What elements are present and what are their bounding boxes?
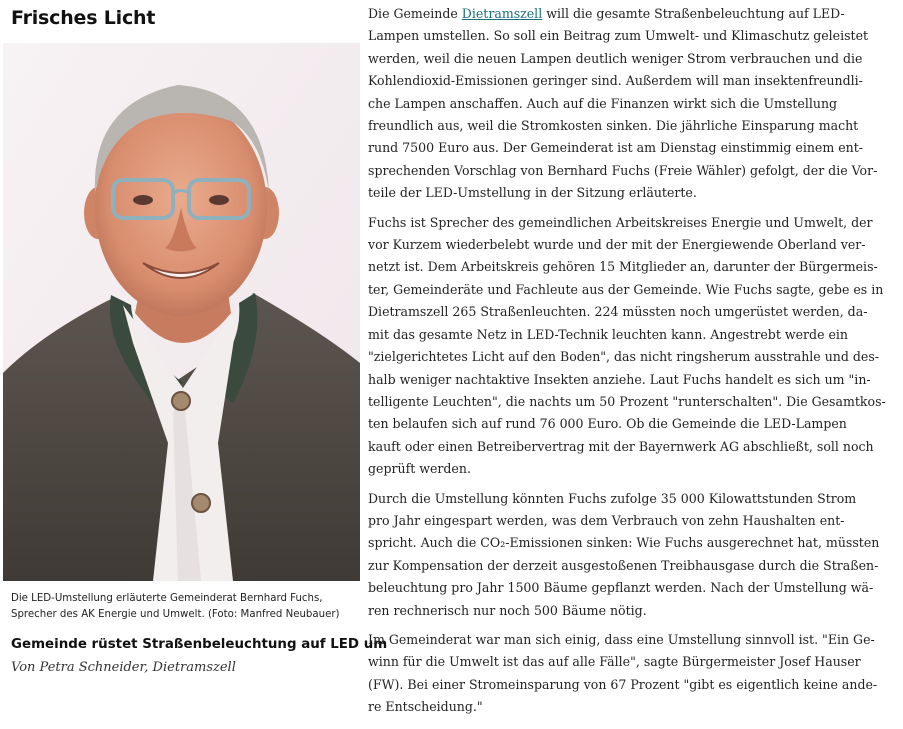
paragraph-line: che Lampen anschaffen. Auch auf die Finanzen wirkt sich die Umstellung xyxy=(368,95,838,111)
caption-line: Die LED-Umstellung erläuterte Gemeinderat Bernhard Fuchs, xyxy=(11,593,323,604)
portrait-image xyxy=(3,43,360,581)
paragraph-line: Kohlendioxid-Emissionen geringer sind. Außerdem will man insektenfreundli- xyxy=(368,73,863,89)
caption-line: Sprecher des AK Energie und Umwelt. (Foto: Manfred Neubauer) xyxy=(11,609,340,620)
article-headline: Frisches Licht xyxy=(11,7,156,29)
left-column xyxy=(0,0,388,729)
paragraph-line: pro Jahr eingespart werden, was dem Verbrauch von zehn Haushalten ent- xyxy=(368,512,845,528)
paragraph-line: (FW). Bei einer Stromeinsparung von 67 Prozent "gibt es eigentlich keine ande- xyxy=(368,676,878,692)
article-subheadline: Gemeinde rüstet Straßenbeleuchtung auf LED um xyxy=(11,637,388,652)
paragraph-line: zur Kompensation der derzeit ausgestoßenen Treibhausgase durch die Straßen- xyxy=(368,557,879,573)
paragraph-line: teile der LED-Umstellung in der Sitzung erläuterte. xyxy=(368,185,697,201)
paragraph-line: sprechenden Vorschlag von Bernhard Fuchs (Freie Wähler) gefolgt, der die Vor- xyxy=(368,162,878,178)
text-span: Die Gemeinde xyxy=(368,6,462,21)
paragraph-line: spricht. Auch die CO₂-Emissionen sinken: Wie Fuchs ausgerechnet hat, müssten xyxy=(368,535,880,551)
text-span: will die gesamte Straßenbeleuchtung auf LED- xyxy=(542,6,845,21)
paragraph-line: werden, weil die neuen Lampen deutlich weniger Strom verbrauchen und die xyxy=(368,50,863,66)
article-byline: Von Petra Schneider, Dietramszell xyxy=(11,660,236,675)
paragraph-1 xyxy=(368,3,901,205)
paragraph-line: ten belaufen sich auf rund 76 000 Euro. Ob die Gemeinde die LED-Lampen xyxy=(368,416,847,432)
paragraph-line: beleuchtung pro Jahr 1500 Bäume gepflanzt werden. Nach der Umstellung wä- xyxy=(368,580,874,596)
paragraph-line: kauft oder einen Betreibervertrag mit der Bayernwerk AG abschließt, soll noch xyxy=(368,438,874,454)
paragraph-line: Dietramszell 265 Straßenleuchten. 224 müssten noch umgerüstet werden, da- xyxy=(368,304,868,320)
paragraph-4 xyxy=(368,629,901,719)
paragraph-line: freundlich aus, weil die Stromkosten sinken. Die jährliche Einsparung macht xyxy=(368,118,859,134)
paragraph-line: Lampen umstellen. So soll ein Beitrag zum Umwelt- und Klimaschutz geleistet xyxy=(368,28,869,44)
paragraph-line: vor Kurzem wiederbelebt wurde und der mit der Energiewende Oberland ver- xyxy=(368,237,866,253)
paragraph-line: Durch die Umstellung könnten Fuchs zufolge 35 000 Kilowattstunden Strom xyxy=(368,490,857,506)
paragraph-line xyxy=(368,3,901,25)
paragraph-line: winn für die Umwelt ist das auf alle Fälle", sagte Bürgermeister Josef Hauser xyxy=(368,654,861,670)
paragraph-3 xyxy=(368,488,901,622)
paragraph-line: mit das gesamte Netz in LED-Technik leuchten kann. Angestrebt werde ein xyxy=(368,326,848,342)
paragraph-line: re Entscheidung." xyxy=(368,699,483,715)
paragraph-line: Fuchs ist Sprecher des gemeindlichen Arbeitskreises Energie und Umwelt, der xyxy=(368,214,873,230)
paragraph-line: ter, Gemeinderäte und Fachleute aus der Gemeinde. Wie Fuchs sagte, gebe es in xyxy=(368,281,884,297)
article-photo[interactable] xyxy=(3,43,360,581)
paragraph-line: Im Gemeinderat war man sich einig, dass eine Umstellung sinnvoll ist. "Ein Ge- xyxy=(368,631,875,647)
photo-caption xyxy=(11,591,356,623)
place-link[interactable]: Dietramszell xyxy=(461,6,543,21)
paragraph-line: halb weniger nachtaktive Insekten anziehe. Laut Fuchs handelt es sich um "in- xyxy=(368,371,871,387)
paragraph-line: geprüft werden. xyxy=(368,461,471,477)
paragraph-line: rund 7500 Euro aus. Der Gemeinderat ist am Dienstag einstimmig einem ent- xyxy=(368,140,864,156)
paragraph-line: ren rechnerisch nur noch 500 Bäume nötig. xyxy=(368,602,647,618)
paragraph-line: "zielgerichtetes Licht auf den Boden", das nicht ringsherum ausstrahle und des- xyxy=(368,349,880,365)
paragraph-line: telligente Leuchten", die nachts um 50 Prozent "runterschalten". Die Gesamtkos- xyxy=(368,393,886,409)
paragraph-2 xyxy=(368,212,901,481)
paragraph-line: netzt ist. Dem Arbeitskreis gehören 15 Mitglieder an, darunter der Bürgermeis- xyxy=(368,259,878,275)
article-body xyxy=(368,3,901,726)
